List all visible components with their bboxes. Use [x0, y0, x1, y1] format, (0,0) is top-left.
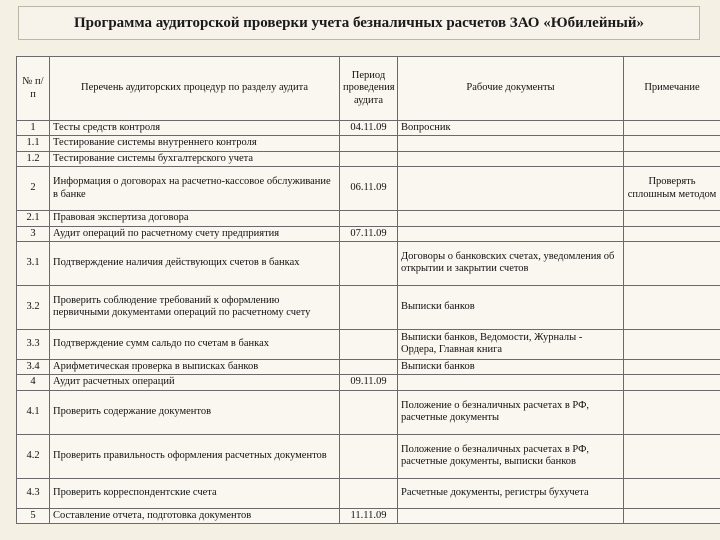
row-num: 3.3	[17, 329, 50, 359]
row-num: 4	[17, 375, 50, 390]
row-date	[340, 211, 398, 226]
row-note	[624, 151, 720, 166]
header-row	[17, 57, 720, 121]
row-date: 04.11.09	[340, 121, 398, 136]
row-procedure: Правовая экспертиза договора	[50, 211, 340, 226]
row-procedure: Подтверждение наличия действующих счетов в банках	[50, 241, 340, 285]
row-document: Расчетные документы, регистры бухучета	[398, 478, 624, 508]
row-date	[340, 285, 398, 329]
row-note	[624, 434, 720, 478]
table-row	[17, 434, 720, 478]
row-procedure: Информация о договорах на расчетно-кассовое обслуживание в банке	[50, 167, 340, 211]
table-row	[17, 285, 720, 329]
row-num: 2.1	[17, 211, 50, 226]
row-note	[624, 226, 720, 241]
header-period: Период проведения аудита	[340, 57, 398, 121]
table-row	[17, 375, 720, 390]
row-procedure: Тесты средств контроля	[50, 121, 340, 136]
row-num: 4.2	[17, 434, 50, 478]
row-num: 3	[17, 226, 50, 241]
header-procedures: Перечень аудиторских процедур по разделу аудита	[50, 57, 340, 121]
row-note: Проверять сплошным методом	[624, 167, 720, 211]
audit-program-table	[16, 56, 720, 524]
header-num: № п/п	[17, 57, 50, 121]
row-note	[624, 478, 720, 508]
header-documents: Рабочие документы	[398, 57, 624, 121]
row-note	[624, 359, 720, 374]
row-note	[624, 390, 720, 434]
row-document	[398, 375, 624, 390]
row-document	[398, 136, 624, 151]
row-document	[398, 211, 624, 226]
row-date: 09.11.09	[340, 375, 398, 390]
table-row	[17, 121, 720, 136]
row-document: Договоры о банковских счетах, уведомления об открытии и закрытии счетов	[398, 241, 624, 285]
row-procedure: Аудит операций по расчетному счету предприятия	[50, 226, 340, 241]
row-date	[340, 434, 398, 478]
row-num: 3.2	[17, 285, 50, 329]
row-date: 07.11.09	[340, 226, 398, 241]
row-num: 1	[17, 121, 50, 136]
row-note	[624, 375, 720, 390]
row-document	[398, 226, 624, 241]
row-num: 1.1	[17, 136, 50, 151]
row-date	[340, 136, 398, 151]
row-document: Положение о безналичных расчетах в РФ, расчетные документы	[398, 390, 624, 434]
table-row	[17, 167, 720, 211]
row-document: Выписки банков	[398, 285, 624, 329]
page-title: Программа аудиторской проверки учета безналичных расчетов ЗАО «Юбилейный»	[74, 14, 644, 31]
row-document: Выписки банков	[398, 359, 624, 374]
row-date	[340, 478, 398, 508]
row-procedure: Тестирование системы внутреннего контроля	[50, 136, 340, 151]
row-note	[624, 329, 720, 359]
row-procedure: Проверить содержание документов	[50, 390, 340, 434]
row-num: 3.4	[17, 359, 50, 374]
row-num: 1.2	[17, 151, 50, 166]
table-row	[17, 508, 720, 523]
row-date	[340, 359, 398, 374]
row-document: Вопросник	[398, 121, 624, 136]
row-procedure: Составление отчета, подготовка документов	[50, 508, 340, 523]
row-document: Выписки банков, Ведомости, Журналы - Ордера, Главная книга	[398, 329, 624, 359]
row-date: 11.11.09	[340, 508, 398, 523]
row-procedure: Подтверждение сумм сальдо по счетам в банках	[50, 329, 340, 359]
row-date	[340, 151, 398, 166]
row-note	[624, 508, 720, 523]
row-document: Положение о безналичных расчетах в РФ, расчетные документы, выписки банков	[398, 434, 624, 478]
title-box	[18, 6, 700, 40]
row-procedure: Аудит расчетных операций	[50, 375, 340, 390]
row-num: 2	[17, 167, 50, 211]
row-date: 06.11.09	[340, 167, 398, 211]
row-document	[398, 167, 624, 211]
table-row	[17, 359, 720, 374]
row-num: 5	[17, 508, 50, 523]
row-date	[340, 390, 398, 434]
row-date	[340, 241, 398, 285]
row-note	[624, 121, 720, 136]
row-note	[624, 285, 720, 329]
row-procedure: Проверить соблюдение требований к оформлению первичными документами операций по расчетному счету	[50, 285, 340, 329]
table-row	[17, 329, 720, 359]
row-procedure: Проверить корреспондентские счета	[50, 478, 340, 508]
row-num: 4.1	[17, 390, 50, 434]
row-note	[624, 241, 720, 285]
table-row	[17, 136, 720, 151]
table-row	[17, 211, 720, 226]
table-row	[17, 226, 720, 241]
row-note	[624, 136, 720, 151]
row-document	[398, 508, 624, 523]
table-row	[17, 478, 720, 508]
table-row	[17, 241, 720, 285]
header-notes: Примечание	[624, 57, 720, 121]
table-row	[17, 390, 720, 434]
row-procedure: Тестирование системы бухгалтерского учета	[50, 151, 340, 166]
row-date	[340, 329, 398, 359]
row-procedure: Проверить правильность оформления расчетных документов	[50, 434, 340, 478]
row-num: 3.1	[17, 241, 50, 285]
row-procedure: Арифметическая проверка в выписках банков	[50, 359, 340, 374]
row-document	[398, 151, 624, 166]
table-row	[17, 151, 720, 166]
row-num: 4.3	[17, 478, 50, 508]
row-note	[624, 211, 720, 226]
